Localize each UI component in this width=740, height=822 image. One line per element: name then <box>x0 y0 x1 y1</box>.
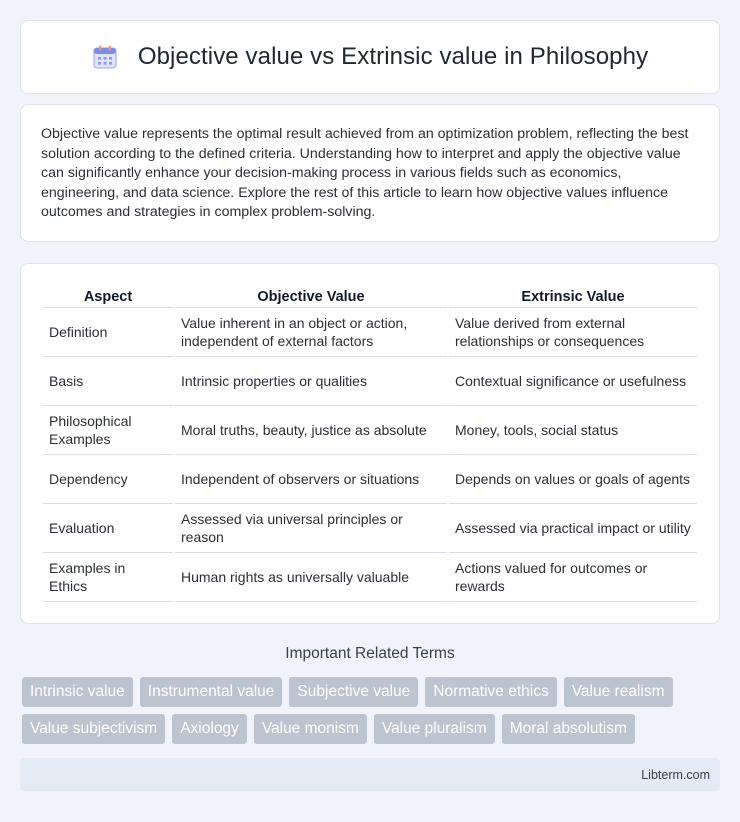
page-title: Objective value vs Extrinsic value in Philosophy <box>137 43 649 70</box>
comparison-table-card <box>20 263 720 624</box>
footer-site-link[interactable]: Libterm.com <box>641 767 710 782</box>
table-row <box>43 553 697 602</box>
table-cell: Dependency <box>43 455 173 504</box>
table-cell: Depends on values or goals of agents <box>449 455 697 504</box>
table-cell: Examples in Ethics <box>43 553 173 602</box>
column-header-aspect: Aspect <box>43 283 173 308</box>
column-header-extrinsic-value: Extrinsic Value <box>449 283 697 308</box>
tag-axiology[interactable]: Axiology <box>172 714 247 744</box>
table-cell: Human rights as universally valuable <box>175 553 447 602</box>
tag-subjective-value[interactable]: Subjective value <box>289 677 418 707</box>
tag-value-subjectivism[interactable]: Value subjectivism <box>22 714 165 744</box>
intro-card <box>20 104 720 242</box>
table-cell: Evaluation <box>43 504 173 553</box>
calendar-icon <box>92 44 118 70</box>
related-terms-tags <box>22 677 722 751</box>
table-row <box>43 406 697 455</box>
table-cell: Assessed via practical impact or utility <box>449 504 697 553</box>
header-card <box>20 20 720 94</box>
table-row <box>43 504 697 553</box>
tag-row <box>22 714 722 744</box>
column-header-objective-value: Objective Value <box>175 283 447 308</box>
intro-paragraph: Objective value represents the optimal result achieved from an optimization problem, reflecting the best solution according to the defined criteria. Understanding how to interpret and apply the objective value can significantly enhance your decision-making process in various fields such as economics, engineering, and data science. Explore the rest of this article to learn how objective values influence outcomes and strategies in complex problem-solving. <box>41 126 689 221</box>
comparison-table <box>41 283 699 602</box>
table-cell: Intrinsic properties or qualities <box>175 357 447 406</box>
tag-normative-ethics[interactable]: Normative ethics <box>425 677 556 707</box>
table-cell: Moral truths, beauty, justice as absolute <box>175 406 447 455</box>
tag-instrumental-value[interactable]: Instrumental value <box>140 677 283 707</box>
header <box>92 43 648 71</box>
table-cell: Definition <box>43 308 173 357</box>
tag-intrinsic-value[interactable]: Intrinsic value <box>22 677 133 707</box>
table-cell: Assessed via universal principles or reason <box>175 504 447 553</box>
tag-value-pluralism[interactable]: Value pluralism <box>374 714 495 744</box>
table-header-row <box>43 283 697 308</box>
tag-moral-absolutism[interactable]: Moral absolutism <box>502 714 635 744</box>
tag-row <box>22 677 722 707</box>
related-terms-title: Important Related Terms <box>285 645 455 662</box>
table-cell: Independent of observers or situations <box>175 455 447 504</box>
table-cell: Basis <box>43 357 173 406</box>
table-cell: Value inherent in an object or action, independent of external factors <box>175 308 447 357</box>
tag-value-realism[interactable]: Value realism <box>564 677 673 707</box>
table-cell: Actions valued for outcomes or rewards <box>449 553 697 602</box>
table-cell: Money, tools, social status <box>449 406 697 455</box>
table-row <box>43 357 697 406</box>
table-row <box>43 308 697 357</box>
table-row <box>43 455 697 504</box>
tag-value-monism[interactable]: Value monism <box>254 714 367 744</box>
table-cell: Philosophical Examples <box>43 406 173 455</box>
table-cell: Contextual significance or usefulness <box>449 357 697 406</box>
footer <box>20 758 720 791</box>
table-cell: Value derived from external relationships or consequences <box>449 308 697 357</box>
